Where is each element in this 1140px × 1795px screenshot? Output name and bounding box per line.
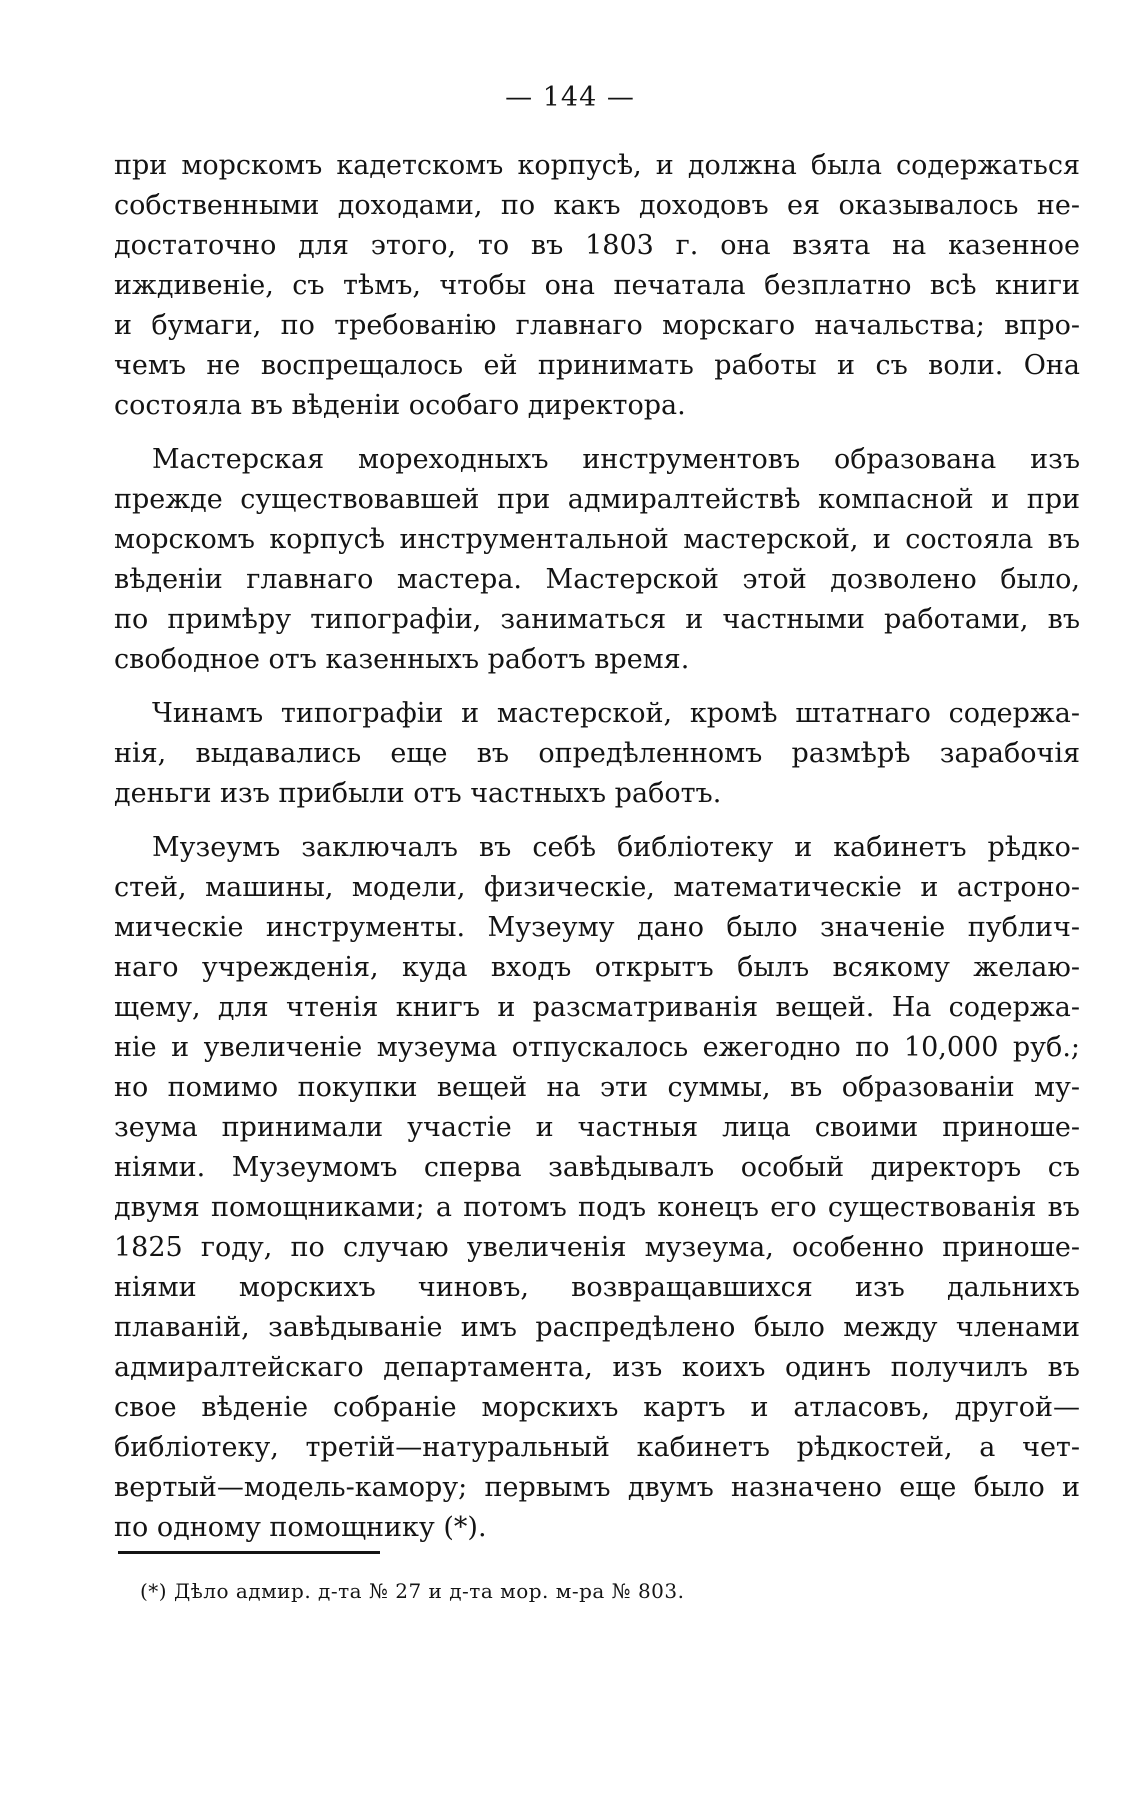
text-line: но помимо покупки вещей на эти суммы, въ образованіи му-: [114, 1072, 1080, 1103]
paragraph-2: [114, 440, 1080, 680]
text-line: нія, выдавались еще въ опредѣленномъ размѣрѣ зарабочія: [114, 738, 1080, 769]
text-line: щему, для чтенія книгъ и разсматриванія вещей. На содержа-: [114, 992, 1080, 1023]
body-text: [114, 146, 1080, 1562]
text-line: Музеумъ заключалъ въ себѣ библіотеку и кабинетъ рѣдко-: [152, 832, 1080, 863]
text-line: свободное отъ казенныхъ работъ время.: [114, 644, 690, 675]
text-line: деньги изъ прибыли отъ частныхъ работъ.: [114, 778, 722, 809]
text-line: адмиралтейскаго департамента, изъ коихъ одинъ получилъ въ: [114, 1352, 1080, 1383]
paragraph-3: [114, 694, 1080, 814]
text-line: чемъ не воспрещалось ей принимать работы и съ воли. Она: [114, 350, 1080, 381]
text-line: ніями. Музеумомъ сперва завѣдывалъ особый директоръ съ: [114, 1152, 1080, 1183]
text-line: стей, машины, модели, физическіе, математическіе и астроно-: [114, 872, 1080, 903]
text-line: состояла въ вѣденіи особаго директора.: [114, 390, 686, 421]
text-line: библіотеку, третій—натуральный кабинетъ рѣдкостей, а чет-: [114, 1432, 1080, 1463]
paragraph-4: [114, 828, 1080, 1548]
text-line: 1825 году, по случаю увеличенія музеума, особенно приноше-: [114, 1232, 1080, 1263]
text-line: вертый—модель-камору; первымъ двумъ назначено еще было и: [114, 1472, 1080, 1503]
text-line: иждивеніе, съ тѣмъ, чтобы она печатала безплатно всѣ книги: [114, 270, 1080, 301]
footnote: (*) Дѣло адмир. д-та № 27 и д-та мор. м-ра № 803.: [140, 1579, 685, 1603]
page-number: — 144 —: [505, 82, 635, 113]
text-line: по одному помощнику (*).: [114, 1512, 487, 1543]
text-line: достаточно для этого, то въ 1803 г. она взята на казенное: [114, 230, 1080, 261]
text-line: Чинамъ типографіи и мастерской, кромѣ штатнаго содержа-: [152, 698, 1080, 729]
text-line: двумя помощниками; а потомъ подъ конецъ его существованія въ: [114, 1192, 1080, 1223]
text-line: прежде существовавшей при адмиралтействѣ компасной и при: [114, 484, 1080, 515]
paragraph-1: [114, 146, 1080, 426]
text-line: при морскомъ кадетскомъ корпусѣ, и должна была содержаться: [114, 150, 1080, 181]
text-line: морскомъ корпусѣ инструментальной мастерской, и состояла въ: [114, 524, 1080, 555]
text-line: плаваній, завѣдываніе имъ распредѣлено было между членами: [114, 1312, 1080, 1343]
text-line: по примѣру типографіи, заниматься и частными работами, въ: [114, 604, 1080, 635]
text-line: свое вѣденіе собраніе морскихъ картъ и атласовъ, другой—: [114, 1392, 1080, 1423]
text-line: наго учрежденія, куда входъ открытъ былъ всякому желаю-: [114, 952, 1080, 983]
text-line: вѣденіи главнаго мастера. Мастерской этой дозволено было,: [114, 564, 1080, 595]
text-line: ніе и увеличеніе музеума отпускалось ежегодно по 10,000 руб.;: [114, 1032, 1080, 1063]
text-line: Мастерская мореходныхъ инструментовъ образована изъ: [152, 444, 1080, 475]
text-line: мическіе инструменты. Музеуму дано было значеніе публич-: [114, 912, 1080, 943]
text-line: зеума принимали участіе и частныя лица своими приноше-: [114, 1112, 1080, 1143]
text-line: собственными доходами, по какъ доходовъ ея оказывалось не-: [114, 190, 1080, 221]
text-line: и бумаги, по требованію главнаго морскаго начальства; впро-: [114, 310, 1080, 341]
text-line: ніями морскихъ чиновъ, возвращавшихся изъ дальнихъ: [114, 1272, 1080, 1303]
footnote-divider: [118, 1551, 380, 1554]
